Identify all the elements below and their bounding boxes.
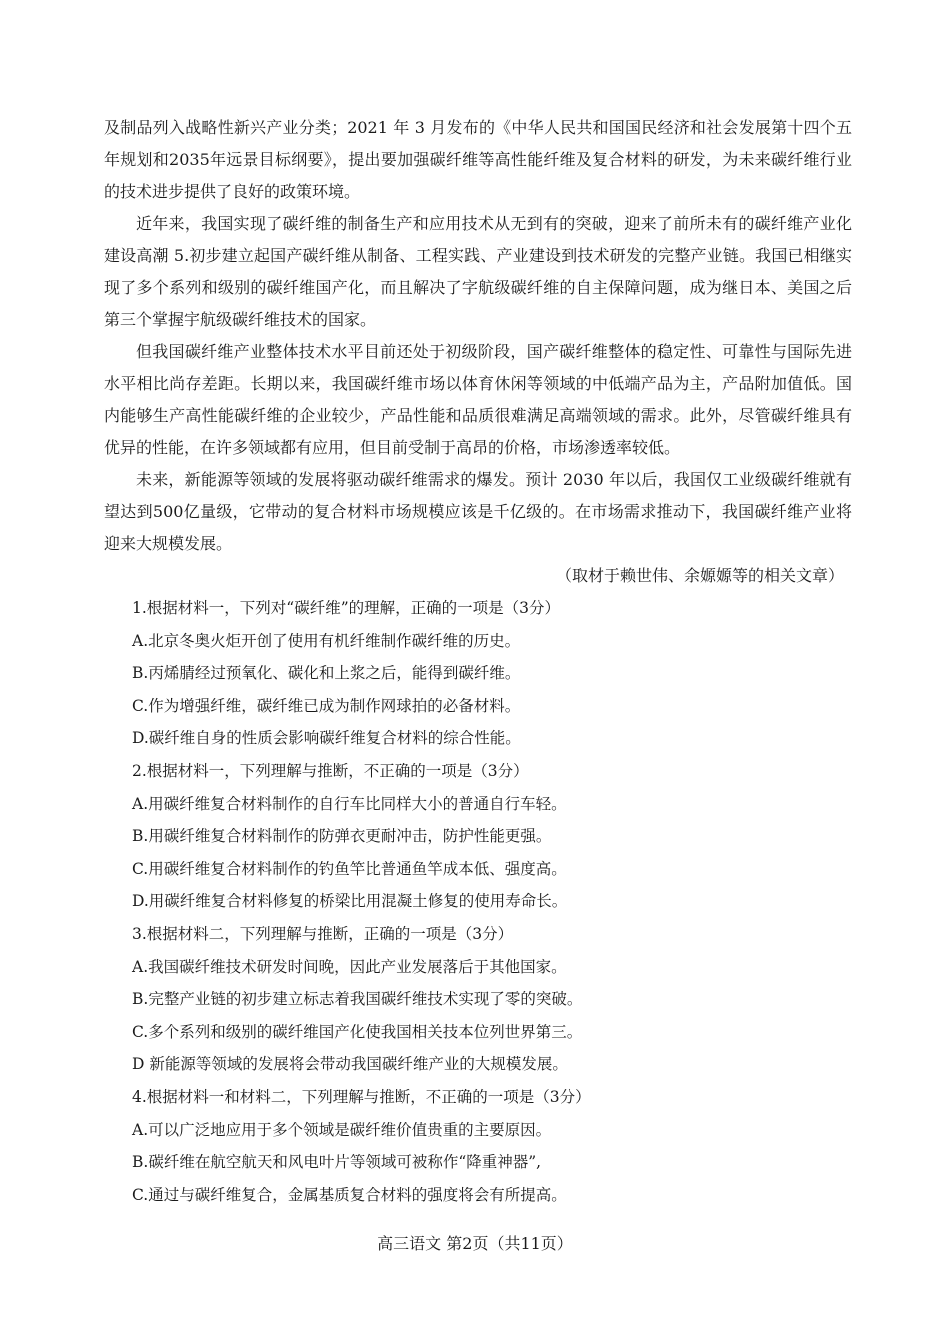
option-b: B.丙烯腈经过预氧化、碳化和上浆之后，能得到碳纤维。	[132, 664, 521, 683]
option-b: B.用碳纤维复合材料制作的防弹衣更耐冲击，防护性能更强。	[132, 827, 552, 846]
question-stem: 2.根据材料一，下列理解与推断，不正确的一项是（3分）	[132, 761, 529, 780]
option-a: A.用碳纤维复合材料制作的自行车比同样大小的普通自行车轻。	[132, 794, 567, 813]
option-c: C.作为增强纤维，碳纤维已成为制作网球拍的必备材料。	[132, 696, 521, 715]
option-a: A.可以广泛地应用于多个领域是碳纤维价值贵重的主要原因。	[132, 1120, 552, 1139]
option-b: B.碳纤维在航空航天和风电叶片等领域可被称作“降重神器”,	[132, 1153, 542, 1172]
option-a: A.北京冬奥火炬开创了使用有机纤维制作碳纤维的历史。	[132, 631, 521, 650]
paragraph-gap: 但我国碳纤维产业整体技术水平目前还处于初级阶段，国产碳纤维整体的稳定性、可靠性与国际先进水平相比尚存差距。长期以来，我国碳纤维市场以体育休闲等领域的中低端产品为主，产品附加值低。国内能够生产高性能碳纤维的企业较少，产品性能和品质很难满足高端领域的需求。此外，尽管碳纤维具有优异的性能，在许多领域都有应用，但目前受制于高昂的价格，市场渗透率较低。	[104, 342, 852, 457]
question-4	[132, 1081, 852, 1211]
question-stem: 1.根据材料一，下列对“碳纤维”的理解，正确的一项是（3分）	[132, 599, 561, 617]
paragraph-policy: 及制品列入战略性新兴产业分类；2021 年 3 月发布的《中华人民共和国国民经济和社会发展第十四个五年规划和2035年远景目标纲要》，提出要加强碳纤维等高性能纤维及复合材料的研发，为未来碳纤维行业的技术进步提供了良好的政策环境。	[104, 118, 852, 201]
option-c: C.用碳纤维复合材料制作的钓鱼竿比普通鱼竿成本低、强度高。	[132, 859, 567, 878]
option-b: B.完整产业链的初步建立标志着我国碳纤维技术实现了零的突破。	[132, 990, 583, 1009]
question-3	[132, 918, 852, 1081]
page-footer: 高三语文 第2页（共11页）	[377, 1234, 573, 1253]
question-stem: 3.根据材料二，下列理解与推断，正确的一项是（3分）	[132, 924, 514, 943]
question-2	[132, 755, 852, 918]
option-c: C.通过与碳纤维复合，金属基质复合材料的强度将会有所提高。	[132, 1185, 567, 1204]
option-d: D.碳纤维自身的性质会影响碳纤维复合材料的综合性能。	[132, 729, 521, 748]
source-citation: （取材于赖世伟、余嫄嫄等的相关文章）	[555, 566, 844, 585]
question-1	[132, 592, 852, 755]
document-body	[104, 112, 852, 1211]
option-c: C.多个系列和级别的碳纤维国产化使我国相关技本位列世界第三。	[132, 1022, 583, 1041]
option-d: D 新能源等领域的发展将会带动我国碳纤维产业的大规模发展。	[132, 1055, 568, 1074]
paragraph-breakthrough: 近年来，我国实现了碳纤维的制备生产和应用技术从无到有的突破，迎来了前所未有的碳纤维产业化建设高潮 5.初步建立起国产碳纤维从制备、工程实践、产业建设到技术研发的完整产业链。我国已相继实现了多个系列和级别的碳纤维国产化，而且解决了字航级碳纤维的自主保障问题，成为继日本、美国之后第三个掌握宇航级碳纤维技术的国家。	[104, 214, 852, 329]
paragraph-future: 未来，新能源等领域的发展将驱动碳纤维需求的爆发。预计 2030 年以后，我国仅工业级碳纤维就有望达到500亿量级，它带动的复合材料市场规模应该是千亿级的。在市场需求推动下，我国碳纤维产业将迎来大规模发展。	[104, 470, 852, 553]
option-d: D.用碳纤维复合材料修复的桥梁比用混凝土修复的使用寿命长。	[132, 892, 568, 911]
question-stem: 4.根据材料一和材料二，下列理解与推断，不正确的一项是（3分）	[132, 1087, 591, 1106]
option-a: A.我国碳纤维技术研发时间晚，因此产业发展落后于其他国家。	[132, 957, 567, 976]
